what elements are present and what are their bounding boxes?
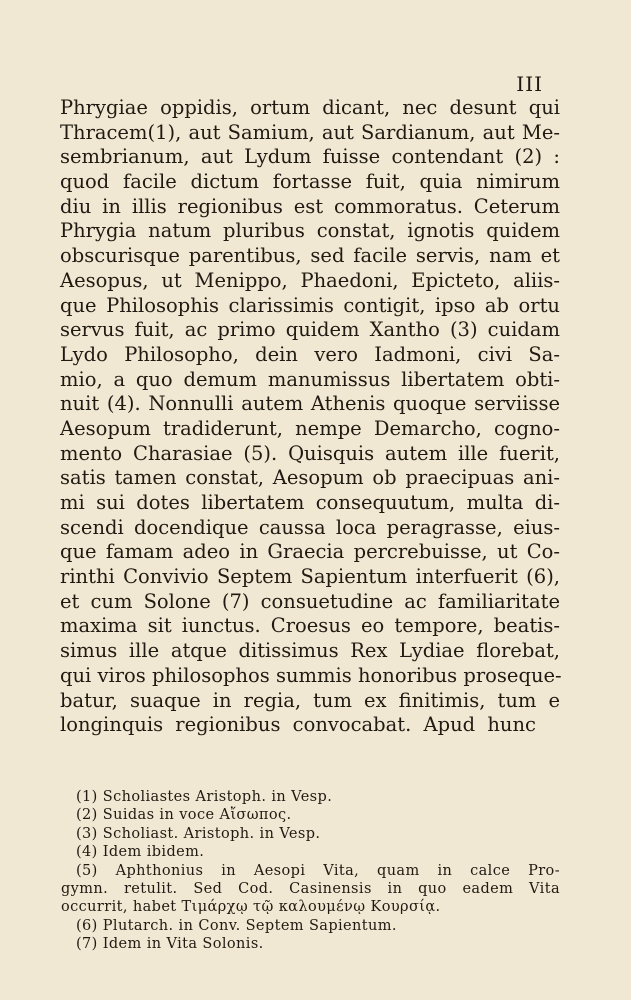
body-text: [60, 96, 560, 738]
body-line: qui viros philosophos summis honoribus proseque-: [60, 663, 562, 687]
footnote: (5) Aphthonius in Aesopi Vita, quam in calce Pro-: [76, 862, 560, 879]
body-line: quod facile dictum fortasse fuit, quia nimirum: [60, 170, 560, 194]
body-line: servus fuit, ac primo quidem Xantho (3) cuidam: [60, 318, 560, 342]
footnote: (1) Scholiastes Aristoph. in Vesp.: [76, 789, 333, 805]
body-line: maxima sit iunctus. Croesus eo tempore, beatis-: [60, 614, 560, 638]
body-line: Phrygiae oppidis, ortum dicant, nec desunt qui: [60, 96, 560, 119]
footnote: (4) Idem ibidem.: [76, 844, 205, 861]
body-line: sembrianum, aut Lydum fuisse contendant (2) :: [60, 145, 560, 169]
body-line: mio, a quo demum manumissus libertatem obti-: [60, 367, 560, 391]
body-line: obscurisque parentibus, sed facile servis, nam et: [60, 244, 560, 268]
body-line: rinthi Convivio Septem Sapientum interfuerit (6),: [60, 565, 560, 589]
body-line: que famam adeo in Graecia percrebuisse, ut Co-: [60, 540, 560, 564]
body-line: Thracem(1), aut Samium, aut Sardianum, aut Me-: [60, 120, 560, 144]
body-line: mento Charasiae (5). Quisquis autem ille fuerit,: [60, 441, 560, 465]
body-line: scendi docendique caussa loca peragrasse, eius-: [60, 515, 560, 539]
footnote: (3) Scholiast. Aristoph. in Vesp.: [76, 825, 321, 842]
page-number: III: [516, 72, 543, 96]
body-line: satis tamen constat, Aesopum ob praecipuas ani-: [60, 466, 560, 490]
body-line: que Philosophis clarissimis contigit, ipso ab ortu: [60, 293, 560, 317]
body-line: longinquis regionibus convocabat. Apud hunc: [60, 713, 536, 737]
body-line: simus ille atque ditissimus Rex Lydiae florebat,: [60, 639, 560, 663]
body-line: batur, suaque in regia, tum ex finitimis, tum e: [60, 688, 560, 712]
body-line: Aesopum tradiderunt, nempe Demarcho, cogno-: [60, 416, 560, 440]
body-line: Lydo Philosopho, dein vero Iadmoni, civi Sa-: [60, 342, 560, 366]
footnote: (6) Plutarch. in Conv. Septem Sapientum.: [76, 917, 397, 934]
body-line: mi sui dotes libertatem consequutum, multa di-: [60, 491, 560, 514]
body-line: Aesopus, ut Menippo, Phaedoni, Epicteto, aliis-: [60, 268, 560, 292]
footnote: (2) Suidas in voce Αἴσωπος.: [76, 807, 292, 824]
footnotes: [61, 788, 560, 954]
body-line: et cum Solone (7) consuetudine ac familiaritate: [60, 589, 560, 613]
body-line: nuit (4). Nonnulli autem Athenis quoque serviisse: [60, 392, 560, 416]
footnote-continuation: gymn. retulit. Sed Cod. Casinensis in quo eadem Vita: [61, 880, 560, 897]
body-line: diu in illis regionibus est commoratus. Ceterum: [60, 194, 560, 218]
footnote: (7) Idem in Vita Solonis.: [76, 936, 264, 953]
body-line: Phrygia natum pluribus constat, ignotis quidem: [60, 219, 560, 243]
footnote-continuation: occurrit, habet Τιμάρχῳ τῷ καλουμένῳ Κουρσίᾳ.: [61, 899, 441, 916]
